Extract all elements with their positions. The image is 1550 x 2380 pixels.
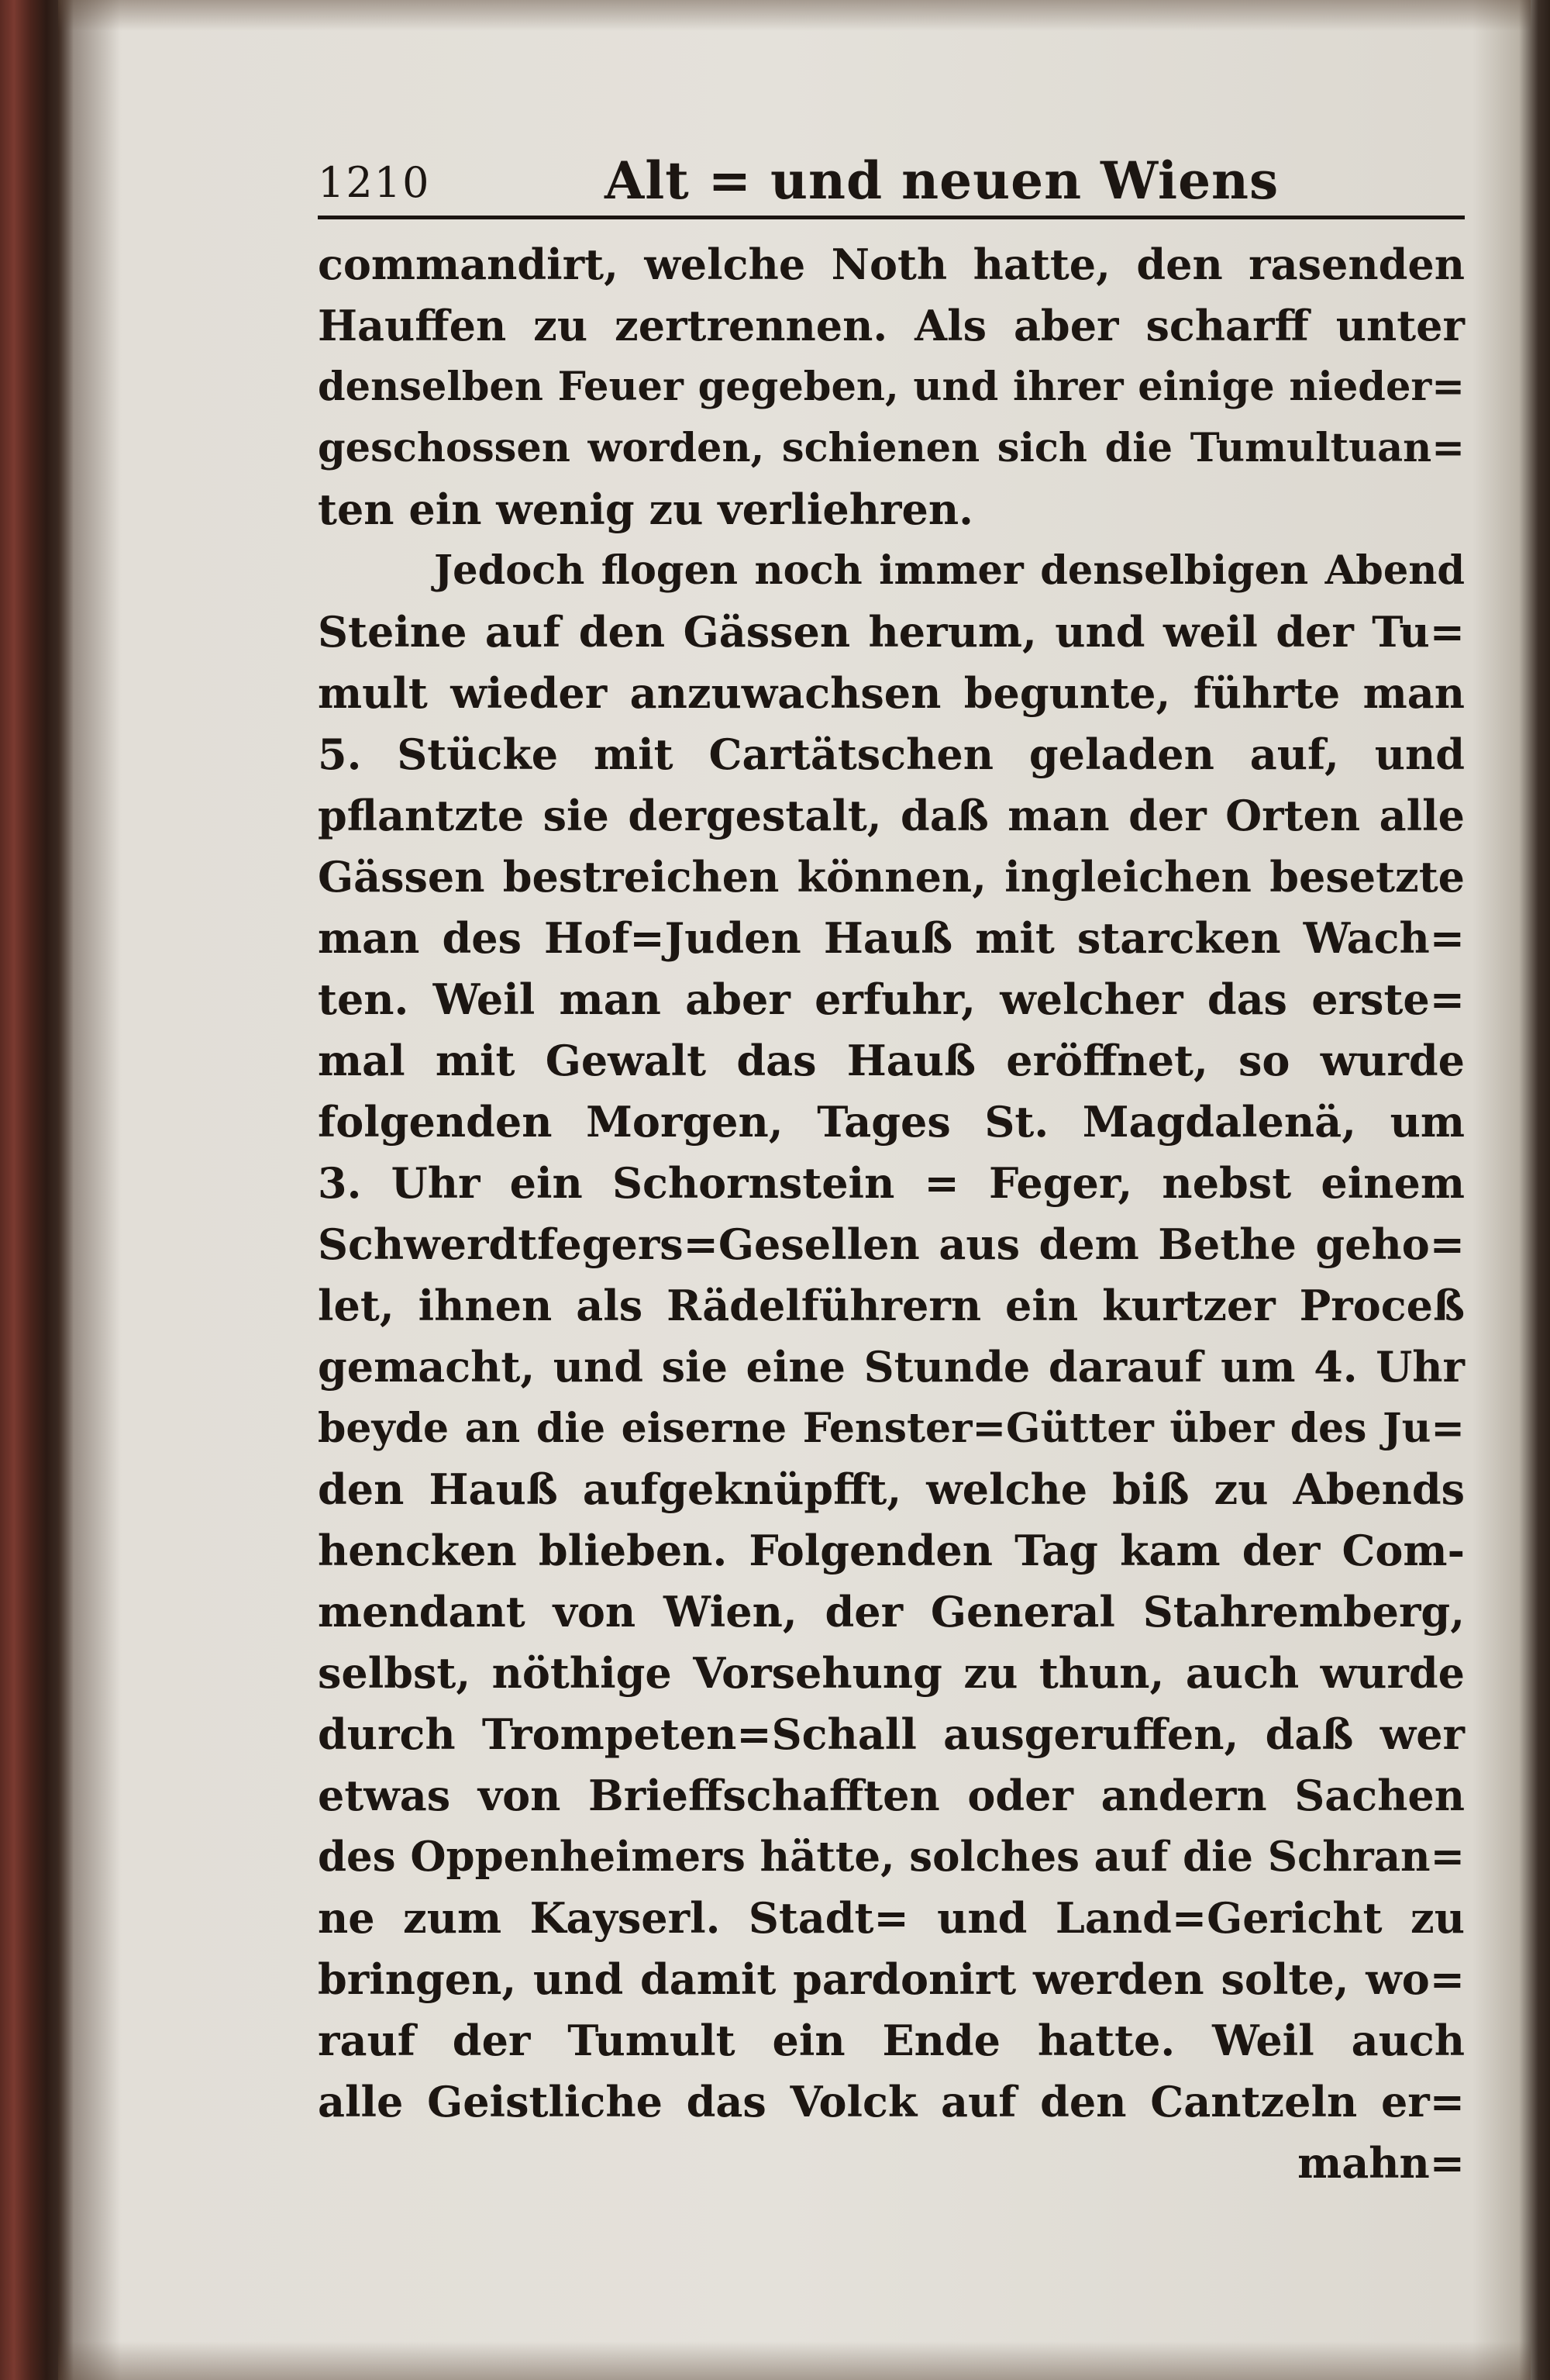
- bottom-edge-shade: [58, 2341, 1531, 2380]
- text-line: alle Geistliche das Volck auf den Cantzeln er=: [318, 2077, 1465, 2126]
- text-line: 5. Stücke mit Cartätschen geladen auf, und: [318, 730, 1465, 779]
- text-line: durch Trompeten=Schall ausgeruffen, daß wer: [318, 1709, 1465, 1759]
- text-line: gemacht, und sie eine Stunde darauf um 4. Uhr: [318, 1342, 1465, 1392]
- page-content: [318, 147, 1465, 2188]
- text-line: bringen, und damit pardonirt werden solte, wo=: [318, 1954, 1465, 2004]
- text-line: mal mit Gewalt das Hauß eröffnet, so wurde: [318, 1036, 1465, 1085]
- body-text: [318, 234, 1465, 2194]
- page-number: 1210: [318, 158, 431, 207]
- running-title: Alt = und neuen Wiens: [604, 150, 1280, 211]
- text-line: mendant von Wien, der General Stahremberg,: [318, 1587, 1465, 1637]
- text-line: man des Hof=Juden Hauß mit starcken Wach=: [318, 913, 1465, 963]
- text-line: mult wieder anzuwachsen begunte, führte man: [318, 668, 1465, 718]
- text-line: etwas von Brieffschafften oder andern Sachen: [318, 1771, 1465, 1820]
- gutter-shadow: [58, 0, 120, 2380]
- header-rule: [318, 216, 1465, 219]
- text-line: ten. Weil man aber erfuhr, welcher das erste=: [318, 974, 1465, 1024]
- text-line: let, ihnen als Rädelführern ein kurtzer Proceß: [318, 1281, 1465, 1330]
- text-line: Schwerdtfegers=Gesellen aus dem Bethe geho=: [318, 1219, 1465, 1269]
- text-line: rauf der Tumult ein Ende hatte. Weil auch: [318, 2016, 1465, 2065]
- text-line: geschossen worden, schienen sich die Tumultuan=: [318, 425, 1465, 471]
- text-line: des Oppenheimers hätte, solches auf die Schran=: [318, 1833, 1465, 1881]
- text-line: den Hauß aufgeknüpfft, welche biß zu Abends: [318, 1464, 1465, 1514]
- text-line: ne zum Kayserl. Stadt= und Land=Gericht zu: [318, 1893, 1465, 1943]
- text-line: hencken blieben. Folgenden Tag kam der Com-: [318, 1526, 1465, 1575]
- text-line: 3. Uhr ein Schornstein = Feger, nebst einem: [318, 1158, 1465, 1208]
- catchword: mahn=: [1297, 2138, 1465, 2188]
- text-line: beyde an die eiserne Fenster=Gütter über des Ju=: [318, 1405, 1465, 1452]
- text-line: folgenden Morgen, Tages St. Magdalenä, um: [318, 1097, 1465, 1147]
- text-line: Jedoch flogen noch immer denselbigen Abend: [434, 547, 1465, 594]
- text-line: denselben Feuer gegeben, und ihrer einige nieder=: [318, 364, 1465, 410]
- text-line: commandirt, welche Noth hatte, den rasenden: [318, 240, 1465, 289]
- page-header: [318, 147, 1465, 212]
- text-line: Gässen bestreichen können, ingleichen besetzte: [318, 852, 1465, 902]
- text-line: pflantzte sie dergestalt, daß man der Orten alle: [318, 791, 1465, 840]
- text-line: selbst, nöthige Vorsehung zu thun, auch wurde: [318, 1648, 1465, 1698]
- top-edge-shade: [58, 0, 1531, 31]
- text-line: Hauffen zu zertrennen. Als aber scharff unter: [318, 301, 1465, 350]
- text-line: Steine auf den Gässen herum, und weil der Tu=: [318, 607, 1465, 657]
- text-line: ten ein wenig zu verliehren.: [318, 485, 973, 534]
